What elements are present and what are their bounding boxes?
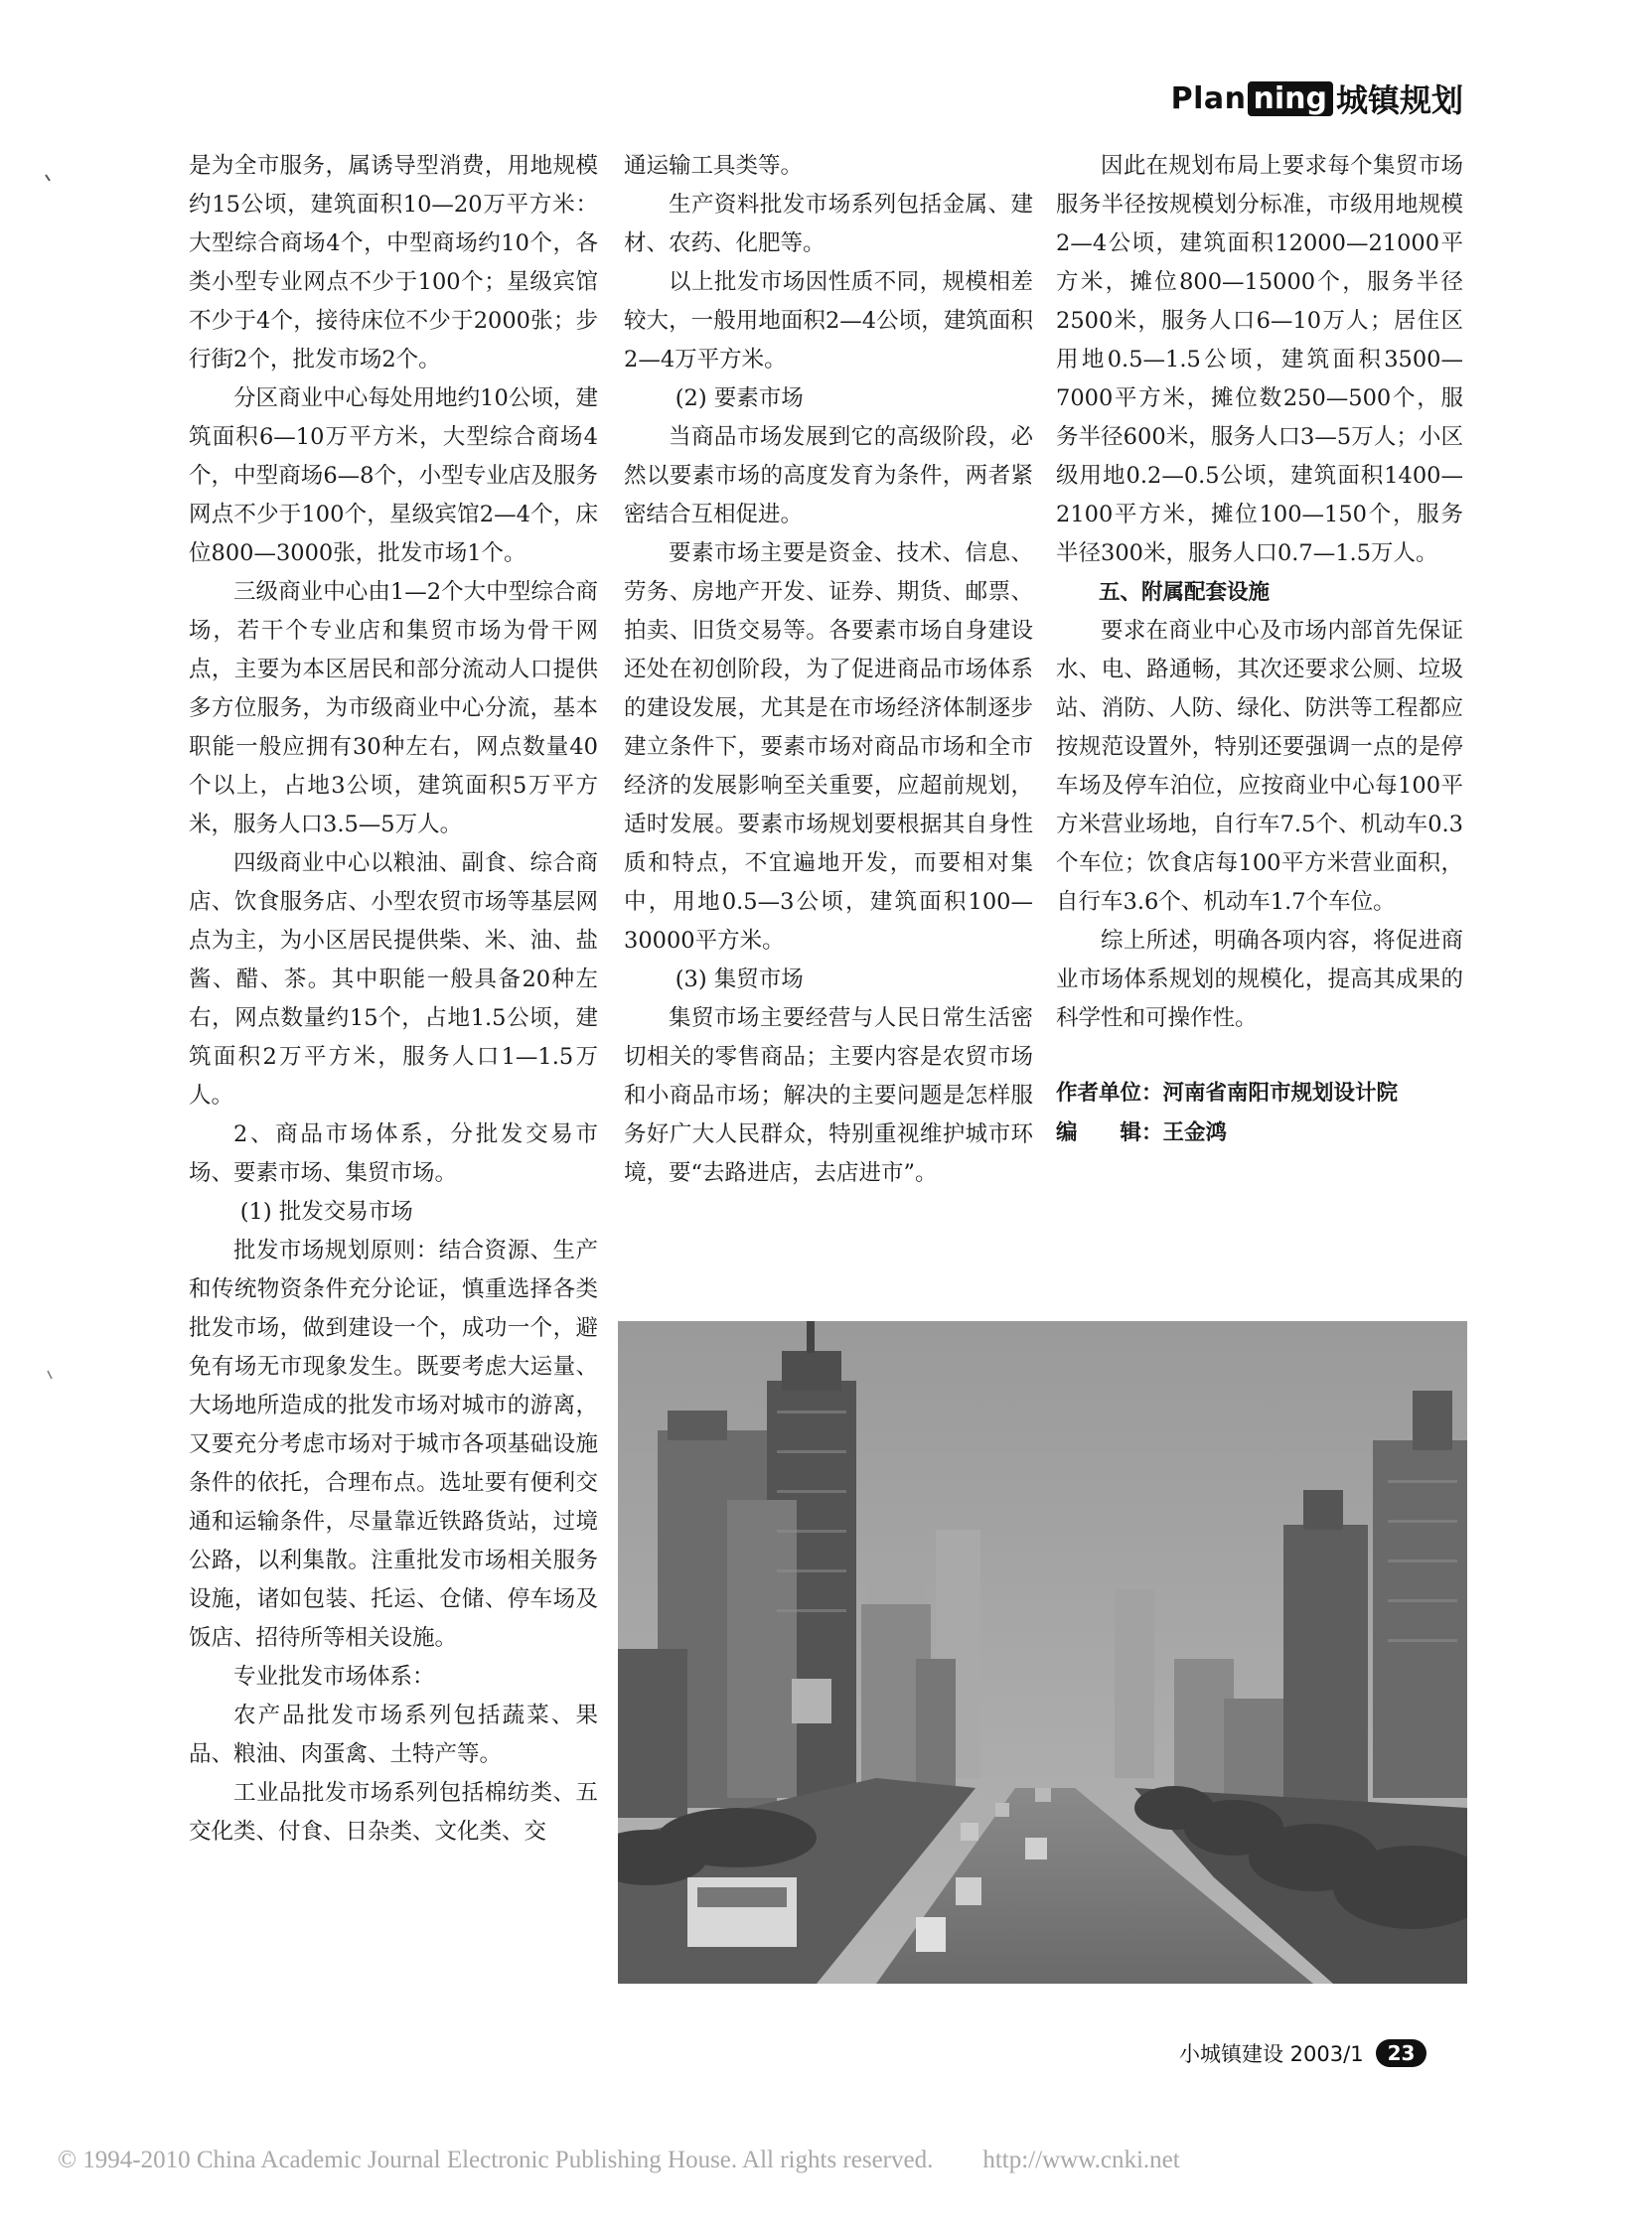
paragraph: 工业品批发市场系列包括棉纺类、五交化类、付食、日杂类、文化类、交 — [189, 1780, 598, 1845]
paragraph: 生产资料批发市场系列包括金属、建材、农药、化肥等。 — [624, 192, 1033, 256]
paragraph: 专业批发市场体系： — [233, 1664, 435, 1690]
text-column-2 — [624, 147, 1033, 1193]
city-skyline-illustration — [618, 1321, 1467, 1984]
paragraph: 综上所述，明确各项内容，将促进商业市场体系规划的规模化，提高其成果的科学性和可操作性。 — [1056, 928, 1463, 1031]
paragraph: 是为全市服务，属诱导型消费，用地规模约15公顷，建筑面积10—20万平方米：大型综合商场4个，中型商场约10个，各类小型专业网点不少于100个；星级宾馆不少于4个，接待床位不少于2000张；步行街2个，批发市场2个。 — [189, 153, 598, 372]
paragraph: 要求在商业中心及市场内部首先保证水、电、路通畅，其次还要求公厕、垃圾站、消防、人防、绿化、防洪等工程都应按规范设置外，特别还要强调一点的是停车场及停车泊位，应按商业中心每100平方米营业场地，自行车7.5个、机动车0.3个车位；饮食店每100平方米营业面积，自行车3.6个、机动车1.7个车位。 — [1056, 618, 1463, 915]
paragraph: 要素市场主要是资金、技术、信息、劳务、房地产开发、证券、期货、邮票、拍卖、旧货交易等。各要素市场自身建设还处在初创阶段，为了促进商品市场体系的建设发展，尤其是在市场经济体制逐步建立条件下，要素市场对商品市场和全市经济的发展影响至关重要，应超前规划，适时发展。要素市场规划要根据其自身性质和特点，不宜遍地开发，而要相对集中，用地0.5—3公顷，建筑面积100—30000平方米。 — [624, 540, 1033, 954]
paragraph: 以上批发市场因性质不同，规模相差较大，一般用地面积2—4公顷，建筑面积2—4万平方米。 — [624, 269, 1033, 372]
subheading-wholesale: (1) 批发交易市场 — [239, 1199, 413, 1225]
city-street-photo — [618, 1321, 1467, 1984]
page-number-badge: 23 — [1376, 2039, 1427, 2067]
paragraph: 分区商业中心每处用地约10公顷，建筑面积6—10万平方米，大型综合商场4个，中型商场6—8个，小型专业店及服务网点不少于100个，星级宾馆2—4个，床位800—3000张，批发市场1个。 — [189, 385, 598, 566]
paragraph: 通运输工具类等。 — [624, 153, 804, 179]
paragraph: 2、商品市场体系，分批发交易市场、要素市场、集贸市场。 — [189, 1121, 598, 1186]
author-unit: 作者单位：河南省南阳市规划设计院 — [1056, 1081, 1399, 1106]
copyright-notice: © 1994-2010 China Academic Journal Electronic Publishing House. All rights reserved. http://www.cnki.net — [58, 2147, 1180, 2173]
header-brand-ning: ning — [1248, 81, 1333, 116]
subheading-factor-market: (2) 要素市场 — [675, 385, 804, 411]
header-section-title: 城镇规划 — [1335, 81, 1463, 119]
header-brand-plan: Plan — [1170, 80, 1247, 116]
subheading-fair-market: (3) 集贸市场 — [675, 967, 804, 992]
text-column-3 — [1056, 147, 1463, 1153]
journal-issue: 小城镇建设 2003/1 — [1179, 2042, 1364, 2066]
paragraph: 农产品批发市场系列包括蔬菜、果品、粮油、肉蛋禽、土特产等。 — [189, 1703, 598, 1767]
paragraph: 四级商业中心以粮油、副食、综合商店、饮食服务店、小型农贸市场等基层网点为主，为小区居民提供柴、米、油、盐酱、醋、茶。其中职能一般具备20种左右，网点数量约15个，占地1.5公顷，建筑面积2万平方米，服务人口1—1.5万人。 — [189, 850, 598, 1109]
text-column-1 — [189, 147, 598, 1852]
page-footer — [1179, 2038, 1427, 2068]
running-header — [1171, 75, 1463, 121]
scan-margin-marks — [40, 159, 60, 1450]
paragraph: 三级商业中心由1—2个大中型综合商场，若干个专业店和集贸市场为骨干网点，主要为本区居民和部分流动人口提供多方位服务，为市级商业中心分流，基本职能一般应拥有30种左右，网点数量40个以上，占地3公顷，建筑面积5万平方米，服务人口3.5—5万人。 — [189, 579, 598, 837]
paragraph: 批发市场规划原则：结合资源、生产和传统物资条件充分论证，慎重选择各类批发市场，做到建设一个，成功一个，避免有场无市现象发生。既要考虑大运量、大场地所造成的批发市场对城市的游离，又要充分考虑市场对于城市各项基础设施条件的依托，合理布点。选址要有便利交通和运输条件，尽量靠近铁路货站，过境公路，以利集散。注重批发市场相关服务设施，诸如包装、托运、仓储、停车场及饭店、招待所等相关设施。 — [189, 1238, 598, 1651]
paragraph: 当商品市场发展到它的高级阶段，必然以要素市场的高度发育为条件，两者紧密结合互相促进。 — [624, 424, 1033, 527]
paragraph: 因此在规划布局上要求每个集贸市场服务半径按规模划分标准，市级用地规模2—4公顷，建筑面积12000—21000平方米，摊位800—15000个，服务半径2500米，服务人口6—10万人；居住区用地0.5—1.5公顷，建筑面积3500—7000平方米，摊位数250—500个，服务半径600米，服务人口3—5万人；小区级用地0.2—0.5公顷，建筑面积1400—2100平方米，摊位100—150个，服务半径300米，服务人口0.7—1.5万人。 — [1056, 153, 1463, 566]
section-heading-facilities: 五、附属配套设施 — [1099, 580, 1271, 605]
credits — [1056, 1074, 1463, 1153]
editor-credit: 编 辑：王金鸿 — [1056, 1120, 1228, 1145]
paragraph: 集贸市场主要经营与人民日常生活密切相关的零售商品；主要内容是农贸市场和小商品市场；解决的主要问题是怎样服务好广大人民群众，特别重视维护城市环境，要“去路进店，去店进市”。 — [624, 1005, 1033, 1186]
